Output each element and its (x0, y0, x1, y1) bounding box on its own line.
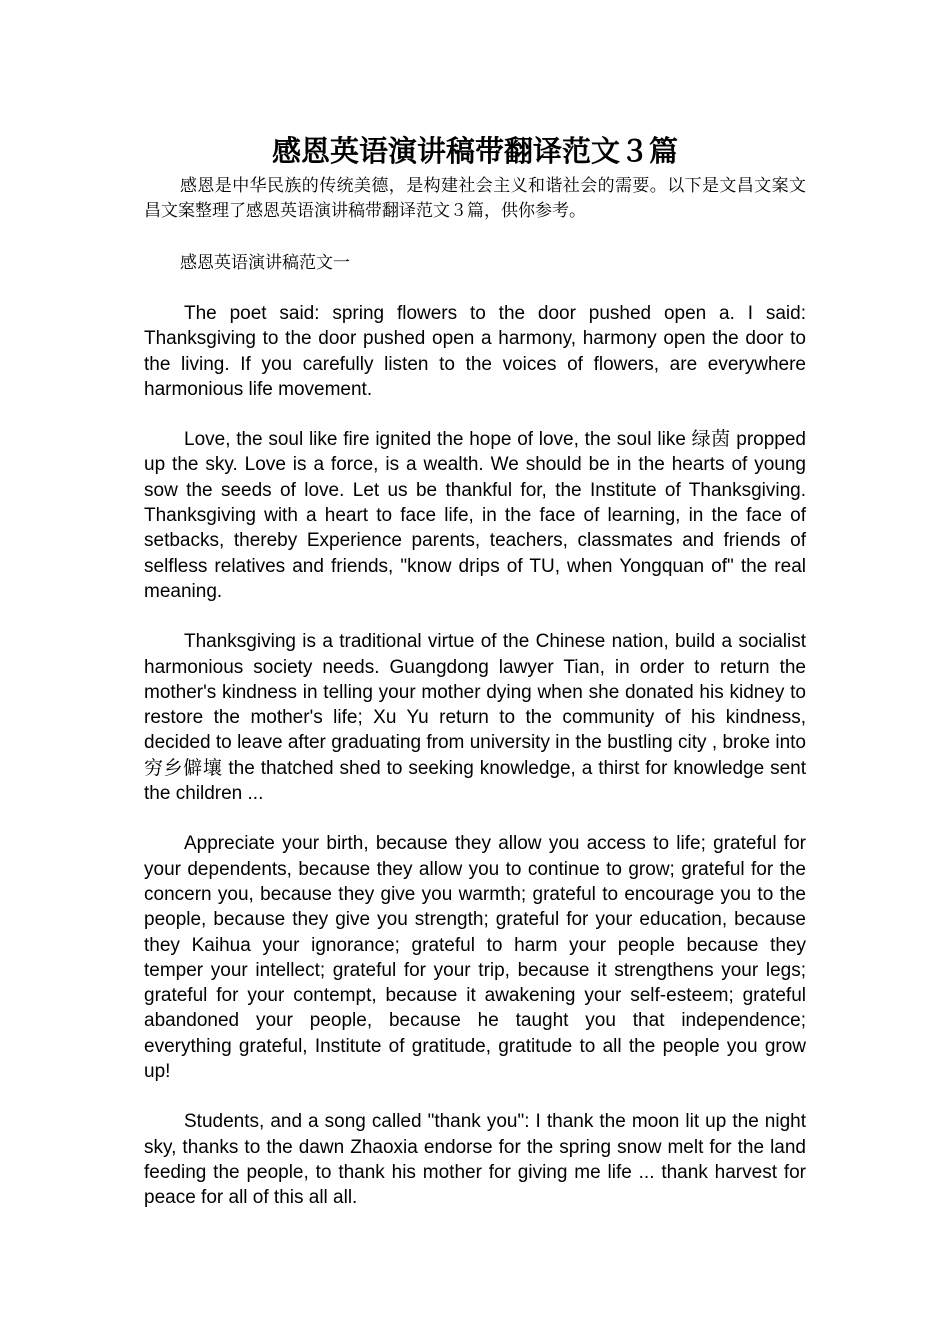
document-page (144, 128, 806, 1211)
document-title: 感恩英语演讲稿带翻译范文３篇 (271, 134, 678, 168)
body-paragraph: The poet said: spring flowers to the door pushed open a. I said: Thanksgiving to the door pushed open a harmony, harmony open the door to the living. If you carefully listen to the voices of flowers, are everywhere harmonious life movement. (144, 303, 806, 400)
intro-paragraph: 感恩是中华民族的传统美德，是构建社会主义和谐社会的需要。以下是文昌文案文昌文案整理了感恩英语演讲稿带翻译范文３篇，供你参考。 (144, 176, 806, 221)
section-heading: 感恩英语演讲稿范文一 (180, 253, 350, 273)
body-paragraph: Love, the soul like fire ignited the hope of love, the soul like 绿茵 propped up the sky. Love is a force, is a wealth. We should be in the hearts of young sow the seeds of love. Let us be thankful for, the Institute of Thanksgiving. Thanksgiving with a heart to face life, in the face of learning, in the face of setbacks, thereby Experience parents, teachers, classmates and friends of selfless relatives and friends, "know drips of TU, when Yongquan of" the real meaning. (144, 429, 806, 602)
body-paragraph: Thanksgiving is a traditional virtue of the Chinese nation, build a socialist harmonious society needs. Guangdong lawyer Tian, in order to return the mother's kindness in telling your mother dying when she donated his kidney to restore the mother's life; Xu Yu return to the community of his kindness, decided to leave after graduating from university in the bustling city , broke into 穷乡僻壤 the thatched shed to seeking knowledge, a thirst for knowledge sent the children ... (144, 631, 806, 805)
body-paragraph: Students, and a song called "thank you": I thank the moon lit up the night sky, thanks to the dawn Zhaoxia endorse for the spring snow melt for the land feeding the people, to thank his mother for giving me life ... thank harvest for peace for all of this all all. (144, 1111, 806, 1209)
body-paragraph: Appreciate your birth, because they allow you access to life; grateful for your dependents, because they allow you to continue to grow; grateful for the concern you, because they give you warmth; grateful to encourage you to the people, because they give you strength; grateful for your education, because they Kaihua your ignorance; grateful to harm your people because they temper your intellect; grateful for your trip, because it strengthens your legs; grateful for your contempt, because it awakening your self-esteem; grateful abandoned your people, because he taught you that independence; everything grateful, Institute of gratitude, gratitude to all the people you grow up! (144, 833, 806, 1083)
